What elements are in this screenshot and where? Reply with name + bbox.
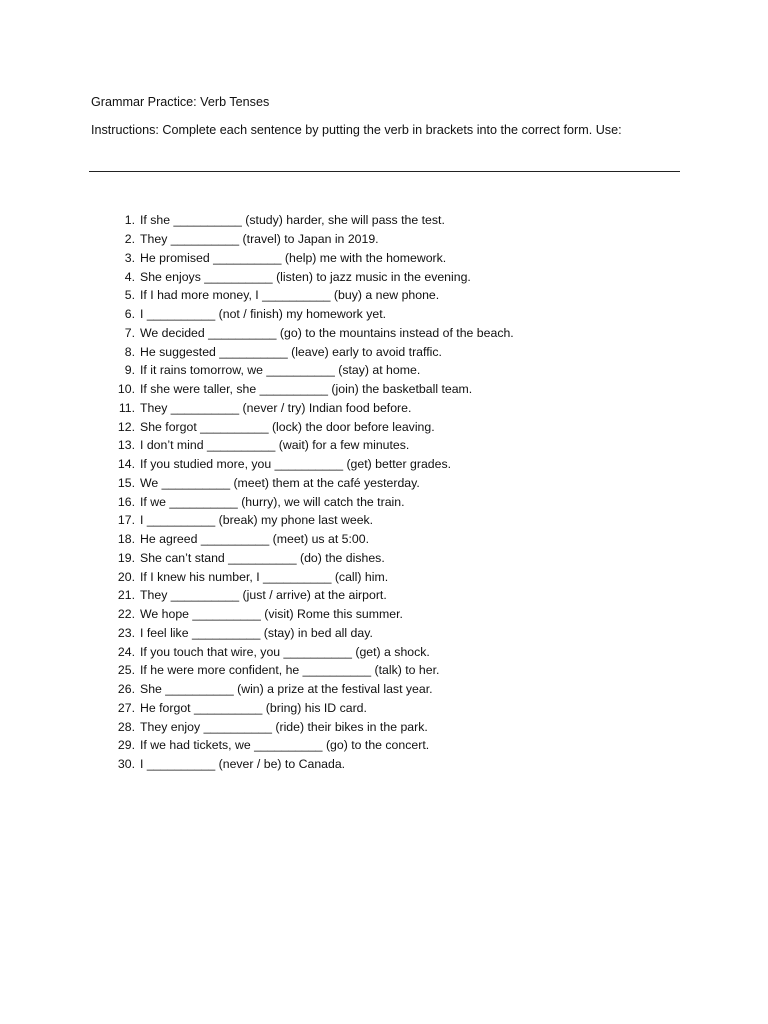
- exercise-item: [104, 361, 514, 380]
- exercise-item: [104, 624, 514, 643]
- exercise-item: [104, 605, 514, 624]
- exercise-item: [104, 399, 514, 418]
- exercise-sentence: They __________ (never / try) Indian food before.: [140, 400, 412, 415]
- exercise-item: [104, 474, 514, 493]
- exercise-number: 19.: [117, 550, 135, 565]
- exercise-sentence: We __________ (meet) them at the café yesterday.: [140, 475, 420, 490]
- exercise-number: 20.: [117, 569, 135, 584]
- exercise-item: [104, 324, 514, 343]
- exercise-item: [104, 642, 514, 661]
- exercise-item: [104, 661, 514, 680]
- exercise-item: [104, 699, 514, 718]
- exercise-number: 6.: [124, 307, 135, 322]
- exercise-number: 7.: [124, 325, 135, 340]
- exercise-number: 17.: [117, 513, 135, 528]
- exercise-item: [104, 586, 514, 605]
- exercise-item: [104, 211, 514, 230]
- exercise-number: 22.: [117, 607, 135, 622]
- exercise-number: 16.: [117, 494, 135, 509]
- exercise-item: [104, 436, 514, 455]
- exercise-item: [104, 492, 514, 511]
- exercise-item: [104, 530, 514, 549]
- exercise-sentence: If we __________ (hurry), we will catch the train.: [140, 494, 405, 509]
- exercise-number: 27.: [117, 700, 135, 715]
- exercise-number: 23.: [117, 625, 135, 640]
- exercise-number: 25.: [117, 663, 135, 678]
- exercise-sentence: I don’t mind __________ (wait) for a few minutes.: [140, 438, 410, 453]
- exercise-item: [104, 717, 514, 736]
- exercise-sentence: I feel like __________ (stay) in bed all day.: [140, 625, 373, 640]
- exercise-sentence: If you touch that wire, you __________ (get) a shock.: [140, 644, 430, 659]
- exercise-item: [104, 549, 514, 568]
- exercise-sentence: She can’t stand __________ (do) the dishes.: [140, 550, 385, 565]
- exercise-number: 24.: [117, 644, 135, 659]
- exercise-number: 30.: [117, 757, 135, 772]
- exercise-item: [104, 567, 514, 586]
- exercise-item: [104, 455, 514, 474]
- exercise-item: [104, 680, 514, 699]
- exercise-number: 15.: [117, 475, 135, 490]
- exercise-sentence: If I had more money, I __________ (buy) a new phone.: [140, 288, 440, 303]
- exercise-sentence: I __________ (never / be) to Canada.: [140, 757, 346, 772]
- exercise-number: 13.: [117, 438, 135, 453]
- exercise-sentence: He agreed __________ (meet) us at 5:00.: [140, 532, 370, 547]
- exercise-item: [104, 380, 514, 399]
- exercise-sentence: I __________ (break) my phone last week.: [140, 513, 374, 528]
- exercise-number: 1.: [124, 213, 135, 228]
- exercise-item: [104, 249, 514, 268]
- exercise-sentence: If she were taller, she __________ (join) the basketball team.: [140, 382, 473, 397]
- exercise-sentence: If he were more confident, he __________ (talk) to her.: [140, 663, 440, 678]
- exercise-number: 8.: [124, 344, 135, 359]
- exercise-number: 10.: [117, 382, 135, 397]
- worksheet-instructions: Instructions: Complete each sentence by putting the verb in brackets into the correct form. Use:: [91, 123, 622, 137]
- exercise-sentence: I __________ (not / finish) my homework yet.: [140, 307, 387, 322]
- exercise-sentence: He promised __________ (help) me with the homework.: [140, 250, 447, 265]
- exercise-sentence: If she __________ (study) harder, she will pass the test.: [140, 213, 445, 228]
- divider-line: [89, 171, 680, 172]
- exercise-number: 21.: [117, 588, 135, 603]
- exercise-sentence: We decided __________ (go) to the mountains instead of the beach.: [140, 325, 514, 340]
- exercise-number: 5.: [124, 288, 135, 303]
- exercise-number: 14.: [117, 457, 135, 472]
- exercise-sentence: He forgot __________ (bring) his ID card.: [140, 700, 367, 715]
- exercise-sentence: If I knew his number, I __________ (call) him.: [140, 569, 389, 584]
- exercise-sentence: If we had tickets, we __________ (go) to the concert.: [140, 738, 430, 753]
- exercise-number: 2.: [124, 232, 135, 247]
- exercise-item: [104, 511, 514, 530]
- exercise-sentence: If it rains tomorrow, we __________ (stay) at home.: [140, 363, 421, 378]
- exercise-sentence: She enjoys __________ (listen) to jazz music in the evening.: [140, 269, 471, 284]
- exercise-sentence: They enjoy __________ (ride) their bikes in the park.: [140, 719, 428, 734]
- exercise-item: [104, 417, 514, 436]
- exercise-number: 4.: [124, 269, 135, 284]
- exercise-item: [104, 736, 514, 755]
- exercise-item: [104, 230, 514, 249]
- exercise-sentence: They __________ (just / arrive) at the airport.: [140, 588, 387, 603]
- exercise-item: [104, 267, 514, 286]
- exercise-number: 3.: [124, 250, 135, 265]
- exercise-sentence: She forgot __________ (lock) the door before leaving.: [140, 419, 435, 434]
- exercise-sentence: They __________ (travel) to Japan in 2019.: [140, 232, 379, 247]
- exercise-number: 26.: [117, 682, 135, 697]
- exercise-number: 9.: [124, 363, 135, 378]
- exercise-number: 18.: [117, 532, 135, 547]
- exercise-sentence: If you studied more, you __________ (get) better grades.: [140, 457, 452, 472]
- exercise-item: [104, 286, 514, 305]
- exercise-sentence: We hope __________ (visit) Rome this summer.: [140, 607, 403, 622]
- exercise-item: [104, 755, 514, 774]
- exercise-sentence: She __________ (win) a prize at the festival last year.: [140, 682, 433, 697]
- exercise-sentence: He suggested __________ (leave) early to avoid traffic.: [140, 344, 442, 359]
- exercise-number: 12.: [117, 419, 135, 434]
- exercise-list: [104, 211, 514, 774]
- exercise-number: 29.: [117, 738, 135, 753]
- exercise-item: [104, 305, 514, 324]
- exercise-item: [104, 342, 514, 361]
- worksheet-title: Grammar Practice: Verb Tenses: [91, 95, 270, 109]
- exercise-number: 11.: [118, 400, 135, 415]
- exercise-number: 28.: [117, 719, 135, 734]
